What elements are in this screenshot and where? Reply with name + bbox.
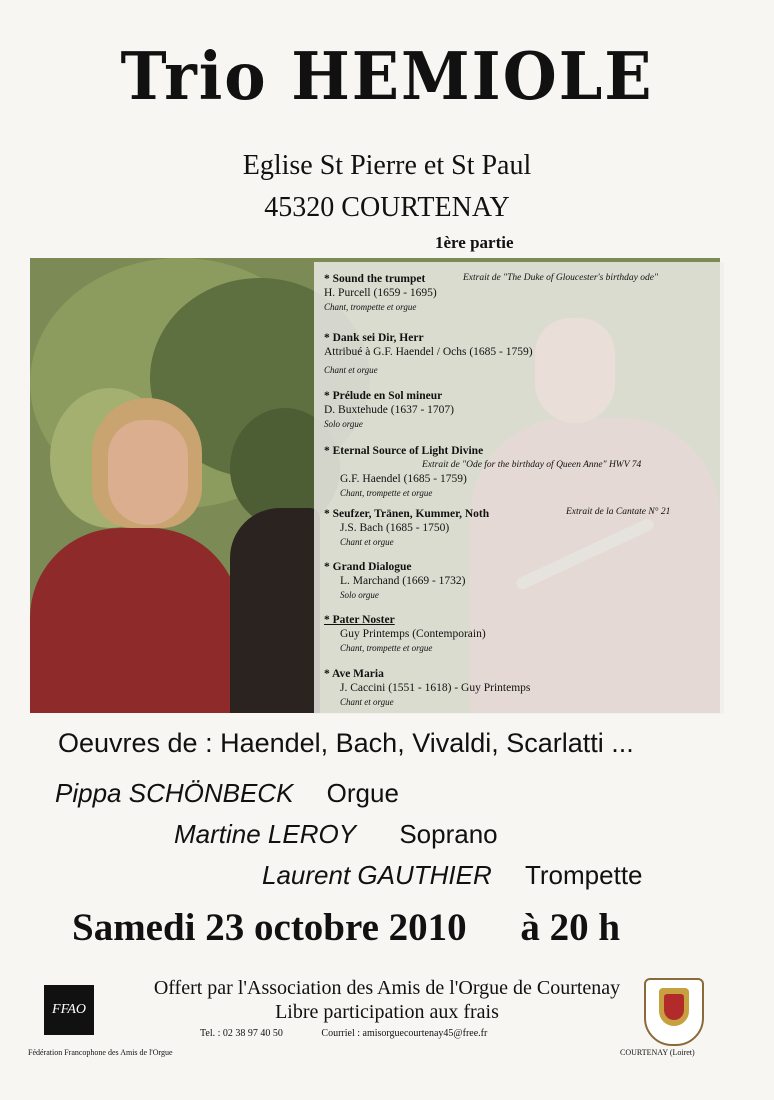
town-label: COURTENAY (Loiret): [620, 1048, 695, 1057]
program-item-instruments: Chant et orgue: [324, 365, 378, 375]
participation-line: Libre participation aux frais: [275, 1001, 499, 1023]
program-item-extract: Extrait de "Ode for the birthday of Queen Anne" HWV 74: [422, 460, 642, 470]
concert-day: Samedi 23 octobre 2010: [72, 906, 467, 949]
performer-line: [55, 778, 399, 809]
performer-1-figure: [30, 528, 240, 713]
performer-line: [174, 819, 498, 850]
program-item-title: * Sound the trumpet: [324, 273, 426, 285]
works-line: Oeuvres de : Haendel, Bach, Vivaldi, Scarlatti ...: [58, 728, 634, 758]
program-item-composer: D. Buxtehude (1637 - 1707): [324, 404, 454, 416]
program-item-composer: Guy Printemps (Contemporain): [340, 628, 486, 640]
program-item-instruments: Chant et orgue: [340, 697, 394, 707]
program-item-title: * Pater Noster: [324, 614, 395, 626]
performer-role: Orgue: [326, 778, 399, 808]
concert-date: [72, 905, 620, 950]
program-item-composer: J.S. Bach (1685 - 1750): [340, 522, 450, 534]
telephone: Tel. : 02 38 97 40 50: [200, 1028, 283, 1039]
performer-2-figure: [230, 508, 320, 713]
federation-label: Fédération Francophone des Amis de l'Orgue: [28, 1048, 173, 1057]
venue-church: Eglise St Pierre et St Paul: [242, 150, 532, 181]
program-item-instruments: Solo orgue: [324, 419, 363, 429]
program-item-composer: J. Caccini (1551 - 1618) - Guy Printemps: [340, 682, 531, 694]
program-item-title: * Grand Dialogue: [324, 561, 412, 573]
email: Courriel : amisorguecourtenay45@free.fr: [321, 1028, 488, 1039]
program-item-title: * Seufzer, Tränen, Kummer, Noth: [324, 508, 490, 520]
program-item-extract: Extrait de "The Duke of Gloucester's birthday ode": [463, 273, 658, 283]
performer-name: Pippa SCHÖNBECK: [55, 778, 294, 808]
program-item-title: * Prélude en Sol mineur: [324, 390, 443, 402]
contact-line: [200, 1028, 487, 1039]
program-item-instruments: Chant et orgue: [340, 537, 394, 547]
performer-name: Martine LEROY: [174, 819, 357, 849]
program-item-extract: Extrait de la Cantate N° 21: [566, 507, 671, 517]
program-item-title: * Dank sei Dir, Herr: [324, 332, 424, 344]
offer-line: Offert par l'Association des Amis de l'Orgue de Courtenay: [153, 977, 621, 999]
program-item-composer: G.F. Haendel (1685 - 1759): [340, 473, 467, 485]
program-item: [324, 331, 533, 377]
program-item: [324, 444, 641, 500]
performer-name: Laurent GAUTHIER: [262, 860, 492, 890]
program-item: [324, 389, 454, 431]
performer-role: Soprano: [399, 819, 498, 849]
program-item-composer: L. Marchand (1669 - 1732): [340, 575, 466, 587]
program-item-composer: Attribué à G.F. Haendel / Ochs (1685 - 1759): [324, 346, 533, 358]
program-item-instruments: Solo orgue: [340, 590, 379, 600]
program-item-title: * Ave Maria: [324, 668, 384, 680]
program-item-title: * Eternal Source of Light Divine: [324, 445, 484, 457]
performer-line: [262, 860, 643, 891]
program-item: [324, 507, 489, 549]
concert-time: à 20 h: [520, 906, 621, 949]
performer-role: Trompette: [524, 860, 643, 890]
program-item-composer: H. Purcell (1659 - 1695): [324, 287, 437, 299]
ffao-logo: FFAO: [44, 985, 94, 1035]
venue-town: 45320 COURTENAY: [264, 192, 510, 223]
program-item-instruments: Chant, trompette et orgue: [340, 643, 433, 653]
performer-1-face: [108, 420, 188, 525]
program-item: [324, 667, 530, 709]
program-item-instruments: Chant, trompette et orgue: [340, 488, 433, 498]
program-part-title: 1ère partie: [435, 233, 514, 252]
program-item-instruments: Chant, trompette et orgue: [324, 302, 417, 312]
program-item: [324, 560, 466, 602]
poster-title: Trio HEMIOLE: [120, 38, 654, 115]
program-item: [324, 272, 437, 314]
program-item: [324, 613, 486, 655]
